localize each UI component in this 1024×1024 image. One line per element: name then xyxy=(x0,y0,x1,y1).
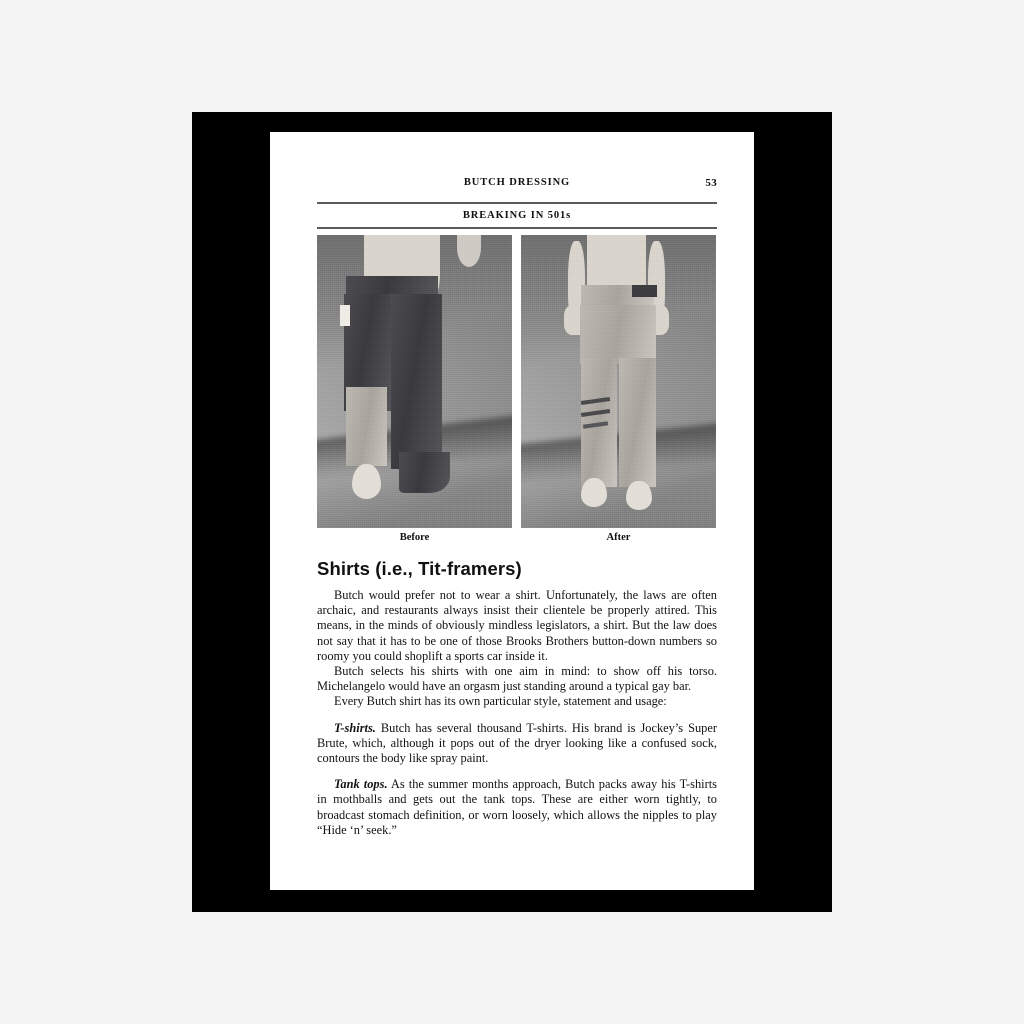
paragraph-tanktops-lead: Tank tops. xyxy=(334,777,388,792)
page-content-column xyxy=(317,132,717,838)
paragraph-tanktops-text: As the summer months approach, Butch packs away his T-shirts in mothballs and gets out the tank tops. These are either worn tightly, to broadcast stomach definition, or worn loosely, which allows the nipples to play “Hide ‘n’ seek.” xyxy=(317,777,717,837)
paragraph-2 xyxy=(317,664,717,694)
header-rule-bottom xyxy=(317,227,717,229)
figure-row xyxy=(317,235,717,528)
paragraph-1 xyxy=(317,588,717,664)
page-number: 53 xyxy=(705,177,717,189)
caption-before: Before xyxy=(399,532,430,543)
paragraph-2-text: Butch selects his shirts with one aim in mind: to show off his torso. Michelangelo would have an orgasm just standing around a typical gay bar. xyxy=(317,664,717,694)
paragraph-1-text: Butch would prefer not to wear a shirt. Unfortunately, the laws are often archaic, and restaurants always insist their clientele be properly attired. This means, in the minds of obviously mindless legislators, a shirt. But the law does not say that it has to be one of those Brooks Brothers button-down numbers so roomy you could shoplift a sports car inside it. xyxy=(317,588,717,663)
paragraph-tanktops xyxy=(317,777,717,838)
figure-captions xyxy=(317,531,717,549)
caption-after: After xyxy=(606,532,631,543)
photo-after xyxy=(521,235,716,528)
paragraph-3-text: Every Butch shirt has its own particular style, statement and usage: xyxy=(334,694,667,709)
book-page-black-frame xyxy=(192,112,832,912)
running-head xyxy=(317,176,717,198)
paragraph-tshirts xyxy=(317,721,717,767)
paragraph-tshirts-text: Butch has several thousand T-shirts. His brand is Jockey’s Super Brute, which, although it pops out of the dryer looking like a confused sock, contours the body like spray paint. xyxy=(317,720,717,766)
photo-before xyxy=(317,235,512,528)
body-copy xyxy=(317,588,717,838)
paragraph-3 xyxy=(317,694,717,709)
paragraph-tshirts-lead: T-shirts. xyxy=(334,720,376,735)
book-page xyxy=(270,132,754,890)
running-head-title: BUTCH DRESSING xyxy=(463,177,571,188)
section-heading: Shirts (i.e., Tit-framers) xyxy=(317,558,522,579)
section-subhead: BREAKING IN 501s xyxy=(462,210,572,221)
